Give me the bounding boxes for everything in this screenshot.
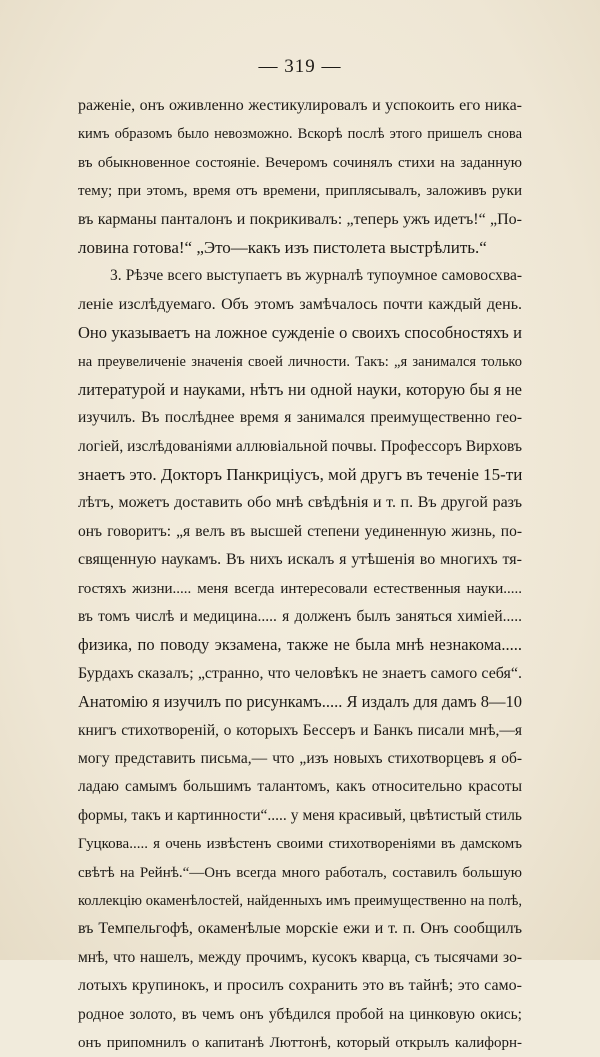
- text-line: свѣтѣ на Рейнѣ.“—Онъ всегда много работалъ, составилъ большую: [78, 864, 522, 881]
- text-line: тему; при этомъ, время отъ времени, приплясывалъ, заложивъ руки: [78, 183, 522, 200]
- text-line: Анатомію я изучилъ по рисункамъ..... Я издалъ для дамъ 8—10: [78, 692, 522, 712]
- text-line: могу представить письма,— что „изъ новыхъ стихотворцевъ я об-: [78, 749, 522, 767]
- text-line: раженіе, онъ оживленно жестикулировалъ и успокоить его ника-: [78, 97, 522, 114]
- text-line: Бурдахъ сказалъ; „странно, что человѣкъ не знаетъ самого себя“.: [78, 664, 522, 682]
- text-line: лотыхъ крупинокъ, и просилъ сохранить это въ тайнѣ; это само-: [78, 977, 522, 995]
- text-line: родное золото, въ чемъ онъ убѣдился пробой на цинковую окись;: [78, 1005, 522, 1023]
- text-line: онъ говоритъ: „я велъ въ высшей степени уединенную жизнь, по-: [78, 522, 522, 540]
- text-line: мнѣ, что нашелъ, между прочимъ, кусокъ кварца, съ тысячами зо-: [78, 948, 522, 966]
- text-line: лѣтъ, можетъ доставить обо мнѣ свѣдѣнія и т. п. Въ другой разъ: [78, 494, 522, 512]
- text-line: физика, по поводу экзамена, также не была мнѣ незнакома.....: [78, 635, 522, 655]
- text-line: литературой и науками, нѣтъ ни одной науки, которую бы я не: [78, 379, 522, 399]
- text-line: ловина готова!“ „Это—какъ изъ пистолета выстрѣлить.“: [78, 237, 487, 257]
- text-line: въ карманы панталонъ и покрикивалъ: „теперь ужъ идетъ!“ „По-: [78, 210, 522, 228]
- text-line: изучилъ. Въ послѣднее время я занимался преимущественно гео-: [78, 409, 522, 427]
- text-line: коллекцію окаменѣлостей, найденныхъ имъ преимущественно на полѣ,: [78, 892, 522, 909]
- text-line: въ обыкновенное состояніе. Вечеромъ сочинялъ стихи на заданную: [78, 154, 522, 171]
- text-line: леніе изслѣдуемаго. Объ этомъ замѣчалось почти каждый день.: [78, 295, 522, 313]
- page-number: — 319 —: [258, 56, 342, 77]
- text-line: 3. Рѣзче всего выступаетъ въ журналѣ тупоумное самовосхва-: [110, 267, 522, 285]
- text-line: логіей, изслѣдованіями аллювіальной почвы. Профессоръ Вирховъ: [78, 437, 522, 455]
- text-line: Оно указываетъ на ложное сужденіе о своихъ способностяхъ и: [78, 323, 522, 343]
- text-line: на преувеличеніе значенія своей личности. Такъ: „я занимался только: [78, 353, 522, 370]
- text-line: ладаю самымъ большимъ талантомъ, какъ относительно красоты: [78, 778, 522, 796]
- text-line: священную наукамъ. Въ нихъ искалъ я утѣшенія во многихъ тя-: [78, 551, 522, 569]
- text-line: гостяхъ жизни..... меня всегда интересовали естественныя науки.....: [78, 580, 522, 597]
- text-line: Гуцкова..... я очень извѣстенъ своими стихотвореніями въ дамскомъ: [78, 836, 522, 853]
- text-line: кимъ образомъ было невозможно. Вскорѣ послѣ этого пришелъ снова: [78, 126, 522, 143]
- text-line: въ Темпельгофѣ, окаменѣлые морскіе ежи и т. п. Онъ сообщилъ: [78, 920, 522, 938]
- page-body-text: [78, 92, 522, 1057]
- text-line: знаетъ это. Докторъ Панкриціусъ, мой другъ въ теченіе 15-ти: [78, 465, 523, 485]
- text-line: въ томъ числѣ и медицина..... я долженъ былъ заняться химіей.....: [78, 608, 522, 626]
- text-line: онъ припомнилъ о капитанѣ Люттонѣ, который открылъ калифорн-: [78, 1034, 522, 1051]
- text-line: формы, такъ и картинности“..... у меня красивый, цвѣтистый стиль: [78, 806, 522, 824]
- text-line: книгъ стихотвореній, о которыхъ Бессеръ и Банкъ писали мнѣ,—я: [78, 721, 522, 739]
